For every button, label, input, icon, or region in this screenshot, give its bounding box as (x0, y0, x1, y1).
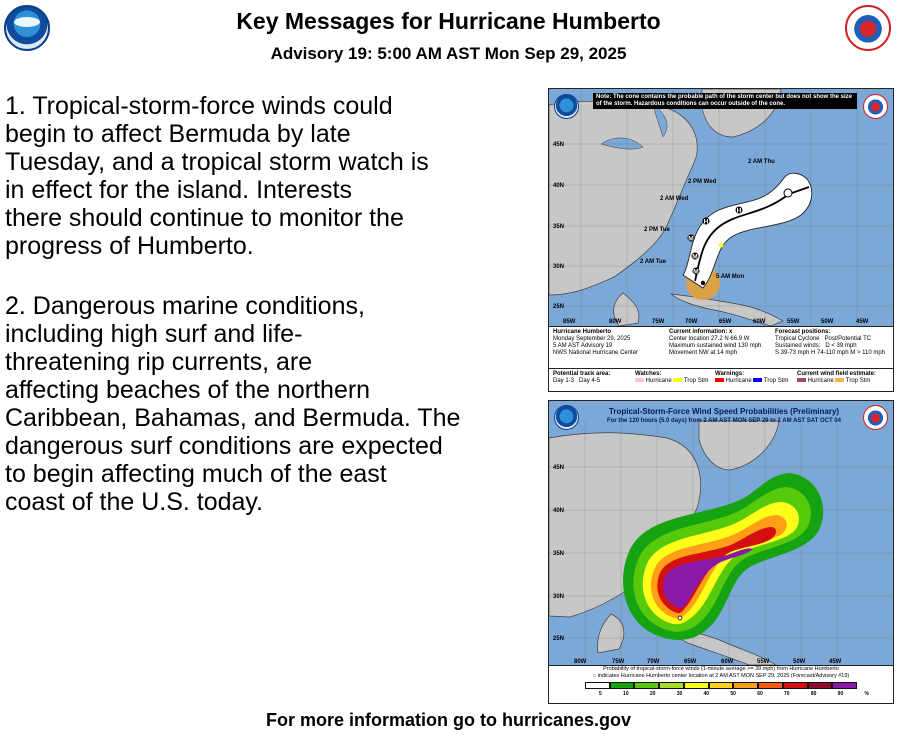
wind-probability-map (548, 400, 894, 704)
wind-footer-line-2: ○ indicates Hurricane Humberto center location at 2 AM AST MON SEP 29, 2025 (Forecast/Advisory #19) (592, 673, 850, 679)
storm-date: Monday September 29, 2025 (553, 336, 631, 342)
wind-latitude-label: 45N (553, 465, 565, 471)
current-information-title: Current information: x (669, 329, 733, 335)
cone-legend-row (549, 368, 893, 392)
forecast-cone-map (548, 88, 894, 392)
wind-longitude-label: 80W (574, 659, 587, 665)
storm-information-panel (549, 326, 893, 369)
scale-label: 60 (757, 691, 763, 697)
message-line: affecting beaches of the northern (5, 376, 371, 404)
scale-color-box (709, 682, 734, 689)
wind-latitude-label: 30N (553, 594, 565, 600)
warn-trop-label: Trop Stm (763, 378, 789, 384)
wind-latitude-label: 35N (553, 551, 565, 557)
scale-color-box (684, 682, 709, 689)
message-line: begin to affect Bermuda by late (5, 120, 351, 148)
wind-trop-label: Trop Stm (845, 378, 871, 384)
day-1-3-label: Day 1-3 (553, 378, 575, 384)
center-location: Center location 27.2 N 66.9 W (669, 336, 750, 342)
svg-text:H: H (703, 218, 709, 226)
potential-track-title: Potential track area: (553, 371, 611, 377)
latitude-label: 40N (553, 183, 565, 189)
scale-color-box (610, 682, 635, 689)
max-wind: Maximum sustained wind 130 mph (669, 343, 762, 349)
wind-map-title: Tropical-Storm-Force Wind Speed Probabilities (Preliminary) (608, 407, 840, 416)
longitude-label: 55W (787, 319, 800, 325)
s-legend: S 39-73 mph (775, 350, 810, 356)
post-tc-legend: Post/Potential TC (824, 336, 872, 342)
wind-latitude-label: 25N (553, 636, 565, 642)
scale-label: 90 (837, 691, 844, 697)
nws-map-logo (863, 405, 888, 430)
scale-color-box (783, 682, 808, 689)
d-legend: D < 39 mph (825, 343, 857, 349)
scale-label: % (864, 691, 869, 697)
scale-color-box (832, 682, 857, 689)
track-label: 2 PM Tue (644, 227, 670, 233)
wind-hurricane-label: Hurricane (807, 378, 834, 384)
wind-longitude-label: 50W (793, 659, 806, 665)
warn-hurricane-label: Hurricane (725, 378, 752, 384)
track-label: 2 AM Wed (660, 196, 689, 202)
wind-probability-color-scale (585, 682, 857, 689)
message-line: threatening rip currents, are (5, 348, 313, 376)
longitude-label: 80W (609, 319, 622, 325)
scale-label: 10 (623, 691, 629, 697)
watches-title: Watches: (635, 371, 662, 377)
wind-longitude-label: 65W (684, 659, 697, 665)
key-message-2 (5, 292, 530, 516)
footer-link-text: For more information go to hurricanes.gov (265, 710, 632, 730)
scale-color-box (758, 682, 783, 689)
wind-probability-graphic (549, 401, 893, 703)
storm-center: NWS National Hurricane Center (553, 350, 639, 356)
tropical-cyclone-legend: Tropical Cyclone (775, 336, 820, 342)
advisory-subtitle: Advisory 19: 5:00 AM AST Mon Sep 29, 2025 (270, 44, 627, 63)
h-legend: H 74-110 mph (811, 350, 849, 356)
scale-label: 20 (649, 691, 656, 697)
cone-note: Note: The cone contains the probable path of the storm center but does not show the size of the storm. Hazardous conditions can occur outside of the cone. (593, 93, 857, 109)
track-label: 5 AM Mon (716, 274, 745, 280)
longitude-label: 85W (563, 319, 576, 325)
key-message-1 (5, 92, 530, 260)
wind-scale-labels (599, 691, 869, 697)
track-label: 2 AM Tue (640, 259, 667, 265)
warnings-title: Warnings: (715, 371, 745, 377)
scale-label: 70 (784, 691, 790, 697)
scale-label: 5 (599, 691, 602, 697)
scale-label: 30 (676, 691, 683, 697)
latitude-label: 45N (553, 142, 565, 148)
wind-map-header (589, 407, 859, 425)
svg-text:M: M (692, 253, 698, 261)
storm-advisory: 5 AM AST Advisory 19 (553, 343, 613, 349)
longitude-label: 75W (652, 319, 665, 325)
wind-footer-line-1: Probability of tropical-storm-force winds (1-minute average >= 39 mph) from Hurricane Humberto (603, 666, 839, 672)
longitude-label: 65W (719, 319, 732, 325)
track-label: 2 PM Wed (688, 179, 717, 185)
wind-longitude-label: 60W (721, 659, 734, 665)
scale-color-box (659, 682, 684, 689)
m-legend: M > 110 mph (850, 350, 886, 356)
svg-text:M: M (693, 268, 699, 276)
scale-color-box (585, 682, 610, 689)
latitude-label: 30N (553, 264, 565, 270)
forecast-positions-title: Forecast positions: (775, 329, 831, 335)
scale-label: 40 (703, 691, 710, 697)
watch-trop-label: Trop Stm (683, 378, 709, 384)
longitude-label: 45W (856, 319, 869, 325)
wind-field-title: Current wind field estimate: (797, 371, 877, 377)
storm-name: Hurricane Humberto (553, 329, 612, 335)
noaa-map-logo (554, 94, 579, 119)
longitude-label: 60W (753, 319, 766, 325)
nws-map-logo (863, 94, 888, 119)
svg-text:H: H (736, 207, 742, 215)
message-line: dangerous surf conditions are expected (5, 432, 443, 460)
wind-longitude-label: 45W (829, 659, 842, 665)
page-title: Key Messages for Hurricane Humberto (236, 8, 661, 34)
scale-label: 80 (810, 691, 817, 697)
scale-color-box (733, 682, 758, 689)
wind-longitude-label: 55W (757, 659, 770, 665)
wind-map-subtitle: For the 120 hours (5.0 days) from 2 AM AST MON SEP 29 to 2 AM AST SAT OCT 04 (607, 418, 841, 424)
message-line: 2. Dangerous marine conditions, (5, 292, 365, 320)
longitude-label: 50W (821, 319, 834, 325)
message-line: including high surf and life- (5, 320, 303, 348)
message-line: there should continue to monitor the (5, 204, 404, 232)
message-line: 1. Tropical-storm-force winds could (5, 92, 393, 120)
message-line: Caribbean, Bahamas, and Bermuda. The (5, 404, 461, 432)
sustained-winds-label: Sustained winds: (775, 343, 821, 349)
wind-latitude-label: 40N (553, 508, 565, 514)
message-line: Tuesday, and a tropical storm watch is (5, 148, 429, 176)
day-4-5-label: Day 4-5 (579, 378, 601, 384)
movement: Movement NW at 14 mph (669, 350, 738, 356)
message-line: in effect for the island. Interests (5, 176, 352, 204)
message-line: coast of the U.S. today. (5, 488, 264, 516)
message-line: progress of Humberto. (5, 232, 254, 260)
scale-color-box (808, 682, 833, 689)
message-line: to begin affecting much of the east (5, 460, 387, 488)
latitude-label: 25N (553, 304, 565, 310)
wind-longitude-label: 70W (647, 659, 660, 665)
track-label: 2 AM Thu (748, 159, 775, 165)
wind-longitude-label: 75W (612, 659, 625, 665)
scale-label: 50 (730, 691, 736, 697)
longitude-label: 70W (685, 319, 698, 325)
svg-text:M: M (688, 235, 694, 243)
watch-hurricane-label: Hurricane (645, 378, 672, 384)
scale-color-box (634, 682, 659, 689)
noaa-map-logo (554, 405, 579, 430)
latitude-label: 35N (553, 224, 565, 230)
